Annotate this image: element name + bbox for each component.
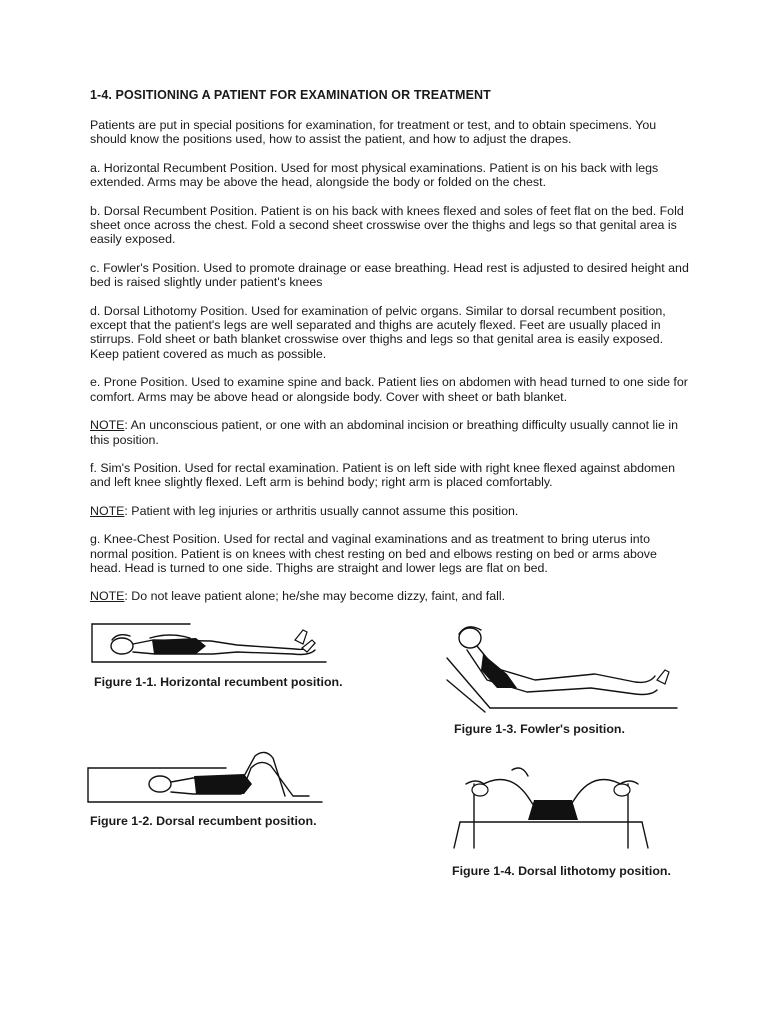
- note-label: NOTE: [90, 418, 125, 433]
- caption-figure-1-2: Figure 1-2. Dorsal recumbent position.: [90, 814, 317, 828]
- caption-figure-1-4: Figure 1-4. Dorsal lithotomy position.: [452, 864, 671, 878]
- document-body: [90, 88, 690, 618]
- dorsal-lithotomy-illustration: [452, 764, 652, 850]
- section-heading: 1-4. POSITIONING A PATIENT FOR EXAMINATION OR TREATMENT: [90, 88, 491, 102]
- paragraph-prone: e. Prone Position. Used to examine spine and back. Patient lies on abdomen with head turned to one side for comfort. Arms may be above head or alongside body. Cover with sheet or bath blanket.: [90, 375, 688, 404]
- paragraph-sims: f. Sim's Position. Used for rectal examination. Patient is on left side with right knee flexed against abdomen and left knee slightly flexed. Left arm is behind body; right arm is placed comfortably.: [90, 460, 676, 490]
- paragraph-intro: Patients are put in special positions for examination, for treatment or test, and to obtain specimens. You should know the positions used, how to assist the patient, and how to adjust the drapes.: [90, 118, 657, 147]
- caption-figure-1-1: Figure 1-1. Horizontal recumbent position.: [94, 675, 343, 689]
- figure-fowlers: [445, 620, 685, 715]
- fowlers-illustration: [445, 620, 685, 715]
- caption-figure-1-3: Figure 1-3. Fowler's position.: [454, 722, 625, 736]
- note-label: NOTE: [90, 589, 125, 604]
- note-text: : An unconscious patient, or one with an abdominal incision or breathing difficulty usually cannot lie in this position.: [90, 418, 678, 447]
- paragraph-fowlers: c. Fowler's Position. Used to promote drainage or ease breathing. Head rest is adjusted to desired height and bed is raised slightly under patient's knees: [90, 260, 689, 290]
- note-do-not-leave: [90, 589, 690, 603]
- paragraph-dorsal-lithotomy: d. Dorsal Lithotomy Position. Used for examination of pelvic organs. Similar to dorsal recumbent position, except that the patient's legs are well separated and thighs are acutely flexed. Feet are usually placed in stirrups. Fold sheet or bath blanket crosswise over thighs and legs so that genital area is easily exposed. Keep patient covered as much as possible.: [90, 303, 666, 361]
- dorsal-recumbent-illustration: [86, 746, 326, 808]
- figure-horizontal-recumbent: [90, 618, 330, 668]
- paragraph-horizontal-recumbent: a. Horizontal Recumbent Position. Used for most physical examinations. Patient is on his back with legs extended. Arms may be above the head, alongside the body or folded on the chest.: [90, 160, 659, 190]
- figure-dorsal-recumbent: [86, 746, 326, 808]
- note-unconscious-patient: [90, 418, 690, 447]
- note-text: : Do not leave patient alone; he/she may become dizzy, faint, and fall.: [124, 589, 506, 604]
- figure-dorsal-lithotomy: [452, 764, 652, 850]
- horizontal-recumbent-illustration: [90, 618, 330, 668]
- paragraph-dorsal-recumbent: b. Dorsal Recumbent Position. Patient is on his back with knees flexed and soles of feet flat on the bed. Fold sheet once across the chest. Fold a second sheet crosswise over the thighs and legs so that genital area is easily exposed.: [90, 203, 684, 247]
- note-leg-injuries: [90, 504, 690, 518]
- note-label: NOTE: [90, 503, 125, 518]
- paragraph-knee-chest: g. Knee-Chest Position. Used for rectal and vaginal examinations and as treatment to bring uterus into normal position. Patient is on knees with chest resting on bed and elbows resting on bed or arms above head. Head is turned to one side. Thighs are straight and lower legs are flat on bed.: [90, 532, 657, 575]
- note-text: : Patient with leg injuries or arthritis usually cannot assume this position.: [124, 503, 519, 518]
